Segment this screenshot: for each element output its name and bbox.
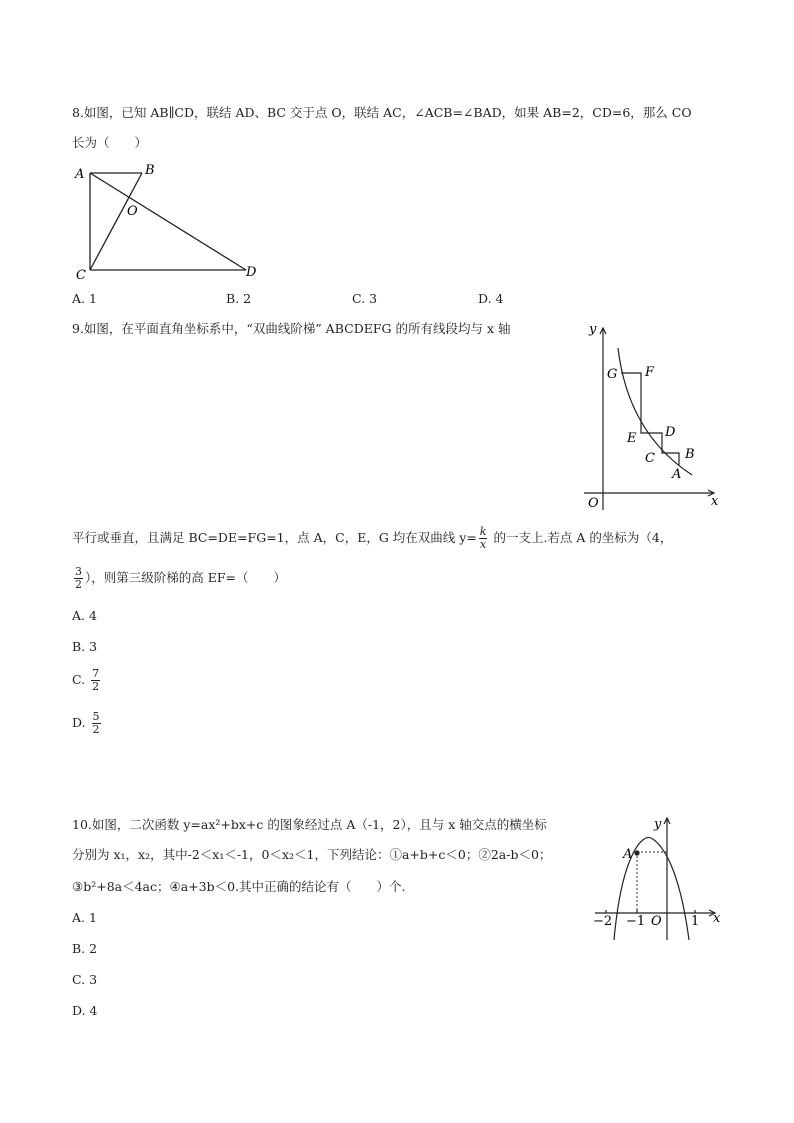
q9-label-a: A bbox=[672, 467, 682, 482]
q9-option-d-prefix: D. bbox=[72, 715, 86, 730]
q9-label-x: x bbox=[711, 494, 719, 509]
q9-option-a: A. 4 bbox=[72, 608, 97, 623]
q9-fraction-3-over-2-num: 3 bbox=[75, 565, 82, 578]
q10-option-d: D. 4 bbox=[72, 1003, 98, 1018]
q10-figure bbox=[590, 812, 730, 942]
q8-stem-line1: 8.如图，已知 AB∥CD，联结 AD、BC 交于点 O，联结 AC，∠ACB=∠BAD，如果 AB=2，CD=6，那么 CO bbox=[72, 105, 692, 120]
q9-stem-line2-a: 平行或垂直，且满足 BC=DE=FG=1，点 A，C，E，G 均在双曲线 y= bbox=[72, 530, 477, 545]
q10-label-x: x bbox=[713, 911, 721, 926]
q9-option-d-num: 5 bbox=[92, 710, 100, 723]
q10-stem-line2: 分别为 x₁，x₂，其中-2＜x₁＜-1，0＜x₂＜1，下列结论：①a+b+c＜0；②2a-b＜0； bbox=[72, 847, 552, 862]
q9-figure bbox=[578, 318, 728, 513]
q10-tick-label-m2: −2 bbox=[593, 914, 613, 929]
q9-option-c-den: 2 bbox=[92, 680, 100, 693]
q9-fraction-3-over-2-den: 2 bbox=[75, 578, 82, 591]
q10-option-b: B. 2 bbox=[72, 941, 98, 956]
q9-fraction-k-over-x-num: k bbox=[479, 525, 487, 538]
q9-label-y: y bbox=[589, 322, 597, 337]
q9-option-c-prefix: C. bbox=[72, 672, 86, 687]
q9-label-f: F bbox=[645, 365, 655, 380]
q8-option-c: C. 3 bbox=[352, 291, 378, 306]
q8-label-b: B bbox=[145, 163, 155, 178]
q10-label-o: O bbox=[651, 914, 662, 929]
q9-stem-line1: 9.如图，在平面直角坐标系中，“双曲线阶梯” ABCDEFG 的所有线段均与 x 轴 bbox=[72, 321, 511, 336]
q9-fraction-k-over-x-den: x bbox=[480, 538, 487, 551]
q9-option-c-num: 7 bbox=[92, 667, 100, 680]
q8-option-d: D. 4 bbox=[478, 291, 504, 306]
q9-stem-line3 bbox=[72, 566, 286, 591]
q9-label-b: B bbox=[685, 447, 695, 462]
q10-option-a: A. 1 bbox=[72, 910, 97, 925]
q10-label-a: A bbox=[623, 847, 633, 862]
q8-label-c: C bbox=[76, 268, 86, 283]
q8-label-a: A bbox=[75, 167, 85, 182]
q9-fraction-k-over-x bbox=[479, 526, 488, 551]
q8-seg-bc bbox=[90, 173, 142, 270]
q8-label-o: O bbox=[127, 204, 138, 219]
q9-option-d bbox=[72, 711, 103, 736]
q9-option-b: B. 3 bbox=[72, 639, 98, 654]
q8-figure bbox=[70, 160, 270, 285]
q9-stem-line2 bbox=[72, 526, 672, 551]
q9-option-d-den: 2 bbox=[92, 723, 100, 736]
q10-option-c: C. 3 bbox=[72, 972, 98, 987]
q10-tick-label-1: 1 bbox=[691, 914, 700, 929]
q9-fraction-3-over-2 bbox=[74, 566, 83, 591]
q9-label-d: D bbox=[665, 425, 676, 440]
q9-label-o: O bbox=[588, 496, 599, 511]
q9-option-c bbox=[72, 668, 102, 693]
q9-option-d-fraction bbox=[92, 711, 101, 736]
q9-stem-line3-text: ），则第三级阶梯的高 EF=（ ） bbox=[85, 570, 286, 585]
q8-option-b: B. 2 bbox=[226, 291, 252, 306]
q10-tick-label-m1: −1 bbox=[626, 914, 646, 929]
q10-label-y: y bbox=[654, 817, 662, 832]
q10-point-a bbox=[634, 850, 639, 855]
q8-seg-ad bbox=[90, 173, 246, 270]
q10-stem-line3: ③b²+8a＜4ac；④a+3b＜0.其中正确的结论有（ ）个. bbox=[72, 879, 406, 894]
q8-option-a: A. 1 bbox=[72, 291, 97, 306]
q9-hyperbola-curve bbox=[618, 348, 692, 475]
q9-option-c-fraction bbox=[91, 668, 100, 693]
q10-stem-line1: 10.如图，二次函数 y=ax²+bx+c 的图象经过点 A（-1，2），且与 x 轴交点的横坐标 bbox=[72, 817, 547, 832]
q8-label-d: D bbox=[246, 265, 257, 280]
q9-stem-line2-b: 的一支上.若点 A 的坐标为（4， bbox=[489, 530, 673, 545]
q9-label-g: G bbox=[607, 367, 618, 382]
q9-label-e: E bbox=[627, 431, 637, 446]
q8-stem-line2: 长为（ ） bbox=[72, 135, 148, 150]
q9-label-c: C bbox=[645, 451, 655, 466]
